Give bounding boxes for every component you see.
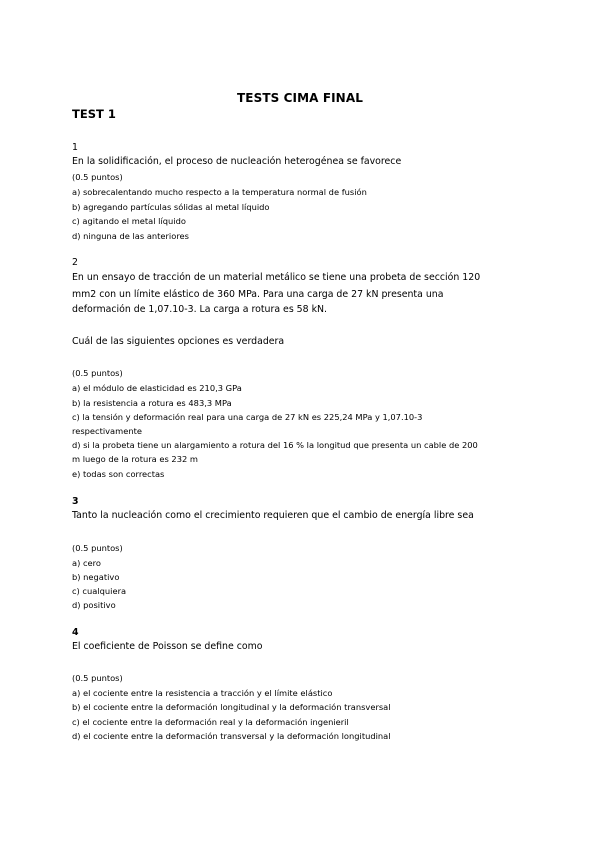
question-2-text-line-1: En un ensayo de tracción de un material metálico se tiene una probeta de sección 120 (72, 272, 481, 283)
question-3-number: 3 (72, 496, 79, 507)
question-2-option-d: d) si la probeta tiene un alargamiento a rotura del 16 % la longitud que presenta un cable de 200 (72, 440, 478, 450)
question-3-option-a: a) cero (72, 558, 101, 568)
question-2-option-d-continued: m luego de la rotura es 232 m (72, 454, 198, 464)
question-2-option-a: a) el módulo de elasticidad es 210,3 GPa (72, 383, 242, 393)
question-2-points: (0.5 puntos) (72, 368, 123, 378)
question-1-option-d: d) ninguna de las anteriores (72, 231, 189, 241)
question-3-text: Tanto la nucleación como el crecimiento requieren que el cambio de energía libre sea (72, 510, 474, 521)
question-2-option-c: c) la tensión y deformación real para una carga de 27 kN es 225,24 MPa y 1,07.10-3 (72, 412, 423, 422)
question-1-option-a: a) sobrecalentando mucho respecto a la temperatura normal de fusión (72, 187, 367, 197)
document-title: TESTS CIMA FINAL (237, 91, 363, 105)
question-2-option-b: b) la resistencia a rotura es 483,3 MPa (72, 398, 232, 408)
question-1-points: (0.5 puntos) (72, 172, 123, 182)
question-4-option-b: b) el cociente entre la deformación longitudinal y la deformación transversal (72, 702, 391, 712)
question-4-number: 4 (72, 627, 79, 638)
question-2-option-e: e) todas son correctas (72, 469, 165, 479)
question-1-option-c: c) agitando el metal líquido (72, 216, 186, 226)
question-2-option-c-continued: respectivamente (72, 426, 142, 436)
question-3-option-d: d) positivo (72, 600, 116, 610)
question-1-number: 1 (72, 142, 78, 153)
question-3-option-b: b) negativo (72, 572, 120, 582)
question-1-text: En la solidificación, el proceso de nucleación heterogénea se favorece (72, 156, 402, 167)
question-4-points: (0.5 puntos) (72, 673, 123, 683)
question-4-text: El coeficiente de Poisson se define como (72, 641, 263, 652)
question-4-option-d: d) el cociente entre la deformación transversal y la deformación longitudinal (72, 731, 391, 741)
question-2-subquestion: Cuál de las siguientes opciones es verdadera (72, 336, 285, 347)
question-1-option-b: b) agregando partículas sólidas al metal líquido (72, 202, 270, 212)
question-4-option-c: c) el cociente entre la deformación real y la deformación ingenieril (72, 717, 349, 727)
question-2-number: 2 (72, 257, 78, 268)
question-3-points: (0.5 puntos) (72, 543, 123, 553)
question-2-text-line-2: mm2 con un límite elástico de 360 MPa. Para una carga de 27 kN presenta una (72, 289, 444, 300)
question-2-text-line-3: deformación de 1,07.10-3. La carga a rotura es 58 kN. (72, 304, 328, 315)
question-3-option-c: c) cualquiera (72, 586, 127, 596)
question-4-option-a: a) el cociente entre la resistencia a tracción y el límite elástico (72, 688, 333, 698)
test-heading: TEST 1 (72, 107, 116, 121)
